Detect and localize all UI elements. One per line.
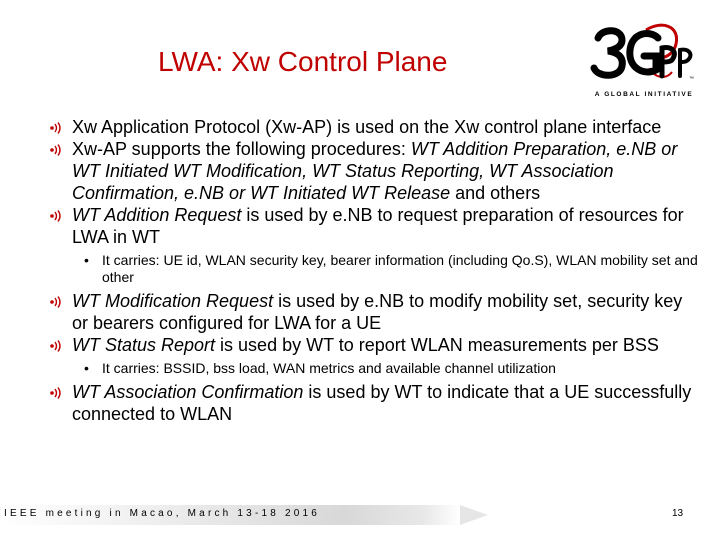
bullet-text-pre: Xw-AP supports the following procedures: [72, 139, 411, 159]
radio-wave-icon [48, 144, 64, 156]
page-number: 13 [672, 508, 684, 519]
sub-bullet-status-contents [48, 360, 698, 377]
bullet-text-post: is used by e.NB to request preparation of resources for LWA in WT [72, 205, 684, 247]
bullet-text-post: is used by WT to report WLAN measurements per BSS [215, 335, 659, 355]
bullet-wt-modification-request [48, 290, 698, 334]
bullet-wt-addition-request [48, 204, 698, 248]
bullet-text-em: WT Association Confirmation [72, 382, 304, 402]
sub-bullet-dot: • [84, 252, 89, 268]
bullet-text-post: is used by e.NB to modify mobility set, security key or bearers configured for LWA for a UE [72, 291, 683, 333]
bullet-xw-ap [48, 116, 698, 138]
3gpp-logo-mark [588, 18, 700, 90]
bullet-wt-association-confirmation [48, 381, 698, 425]
svg-text:™: ™ [689, 76, 694, 82]
slide-body [48, 116, 698, 425]
bullet-text-em: WT Addition Preparation, e.NB or WT Initiated WT Modification, WT Status Reporting, WT Association Confirmation, e.NB or WT Initiated WT Release [72, 139, 678, 203]
bullet-text: Xw Application Protocol (Xw-AP) is used on the Xw control plane interface [72, 117, 662, 137]
sub-bullet-addition-contents [48, 252, 698, 286]
slide-title: LWA: Xw Control Plane [158, 46, 448, 77]
sub-bullet-text: It carries: UE id, WLAN security key, bearer information (including Qo.S), WLAN mobility set and other [102, 252, 698, 285]
3gpp-logo-icon [588, 18, 700, 104]
radio-wave-icon [48, 210, 64, 222]
bullet-text-em: WT Modification Request [72, 291, 274, 311]
radio-wave-icon [48, 387, 64, 399]
radio-wave-icon [48, 296, 64, 308]
sub-bullet-dot: • [84, 360, 89, 376]
radio-wave-icon [48, 122, 64, 134]
logo-tagline: A GLOBAL INITIATIVE [594, 91, 694, 98]
footer-text: IEEE meeting in Macao, March 13-18 2016 [4, 508, 321, 519]
bullet-wt-status-report [48, 334, 698, 356]
bullet-procedures [48, 138, 698, 204]
footer-arrow [460, 505, 488, 525]
bullet-text-post: is used by WT to indicate that a UE successfully connected to WLAN [72, 382, 692, 424]
sub-bullet-text: It carries: BSSID, bss load, WAN metrics and available channel utilization [102, 360, 556, 376]
bullet-text-post: and others [450, 183, 541, 203]
bullet-text-em: WT Status Report [72, 335, 216, 355]
radio-wave-icon [48, 340, 64, 352]
bullet-text-em: WT Addition Request [72, 205, 242, 225]
